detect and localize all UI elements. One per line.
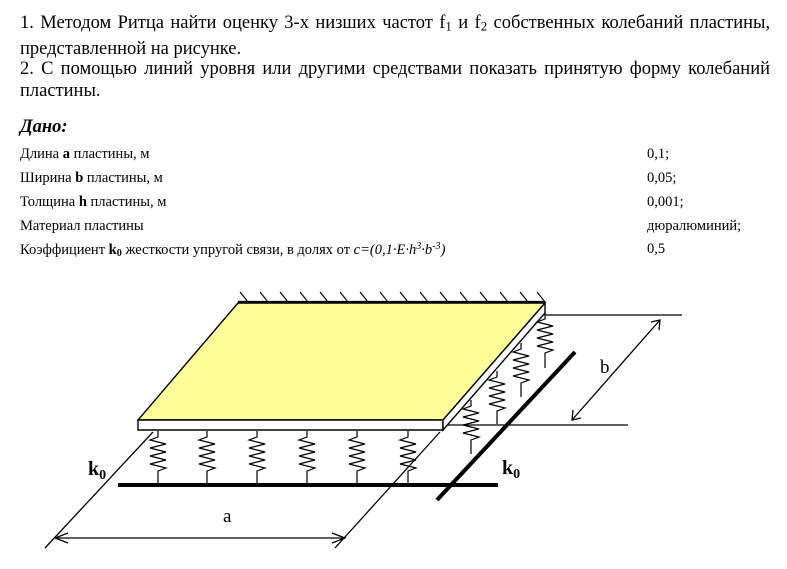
extension-line-a-right xyxy=(335,432,440,548)
given-value: 0,05; xyxy=(647,170,677,186)
plate-top-face xyxy=(138,303,545,420)
f1-symbol: $f_1$ xyxy=(439,13,452,34)
plate xyxy=(138,303,545,430)
f2-symbol: $f_2$ xyxy=(474,13,488,34)
given-label: Длина a пластины, м xyxy=(20,146,150,162)
clamped-top-edge xyxy=(238,292,545,302)
given-label: Ширина b пластины, м xyxy=(20,170,163,186)
task-item-2: 2. С помощью линий уровня или другими средствами показать принятую форму колебаний пластины. xyxy=(20,59,770,101)
dimension-a xyxy=(45,432,440,548)
task-1-text-after: собственных колебаний пластины, представленной на рисунке. xyxy=(20,13,771,59)
task-1-conjunction: и xyxy=(458,13,469,33)
given-label: Толщина h пластины, м xyxy=(20,194,167,210)
label-k0-right: $k_0$ xyxy=(502,457,521,482)
stiffness-formula: $c=(0,1\cdot E\cdot h^3\cdot b^{-3})$ xyxy=(353,241,446,259)
given-value: дюралюминий; xyxy=(647,218,742,234)
bottom-springs xyxy=(150,431,416,485)
plate-front-edge xyxy=(138,420,443,430)
given-value: 0,1; xyxy=(647,146,670,162)
label-a: a xyxy=(223,506,232,527)
extension-line-a-left xyxy=(45,432,153,548)
given-value: 0,001; xyxy=(647,194,684,210)
dimension-line-b xyxy=(572,320,660,420)
label-k0-left: $k_0$ xyxy=(88,458,107,483)
task-1-number: 1. xyxy=(20,13,34,33)
given-heading: Дано: xyxy=(20,117,68,137)
label-b: b xyxy=(600,357,610,378)
given-label: Материал пластины xyxy=(20,218,144,234)
given-label: Коэффициент k0 жесткости упругой связи, в долях от $c=(0,1\cdot E\cdot h^3\cdot b^{-3})$ xyxy=(20,241,446,260)
task-1-text-before: Методом Ритца найти оценку 3-х низших частот xyxy=(40,13,433,33)
given-value: 0,5 xyxy=(647,241,666,257)
